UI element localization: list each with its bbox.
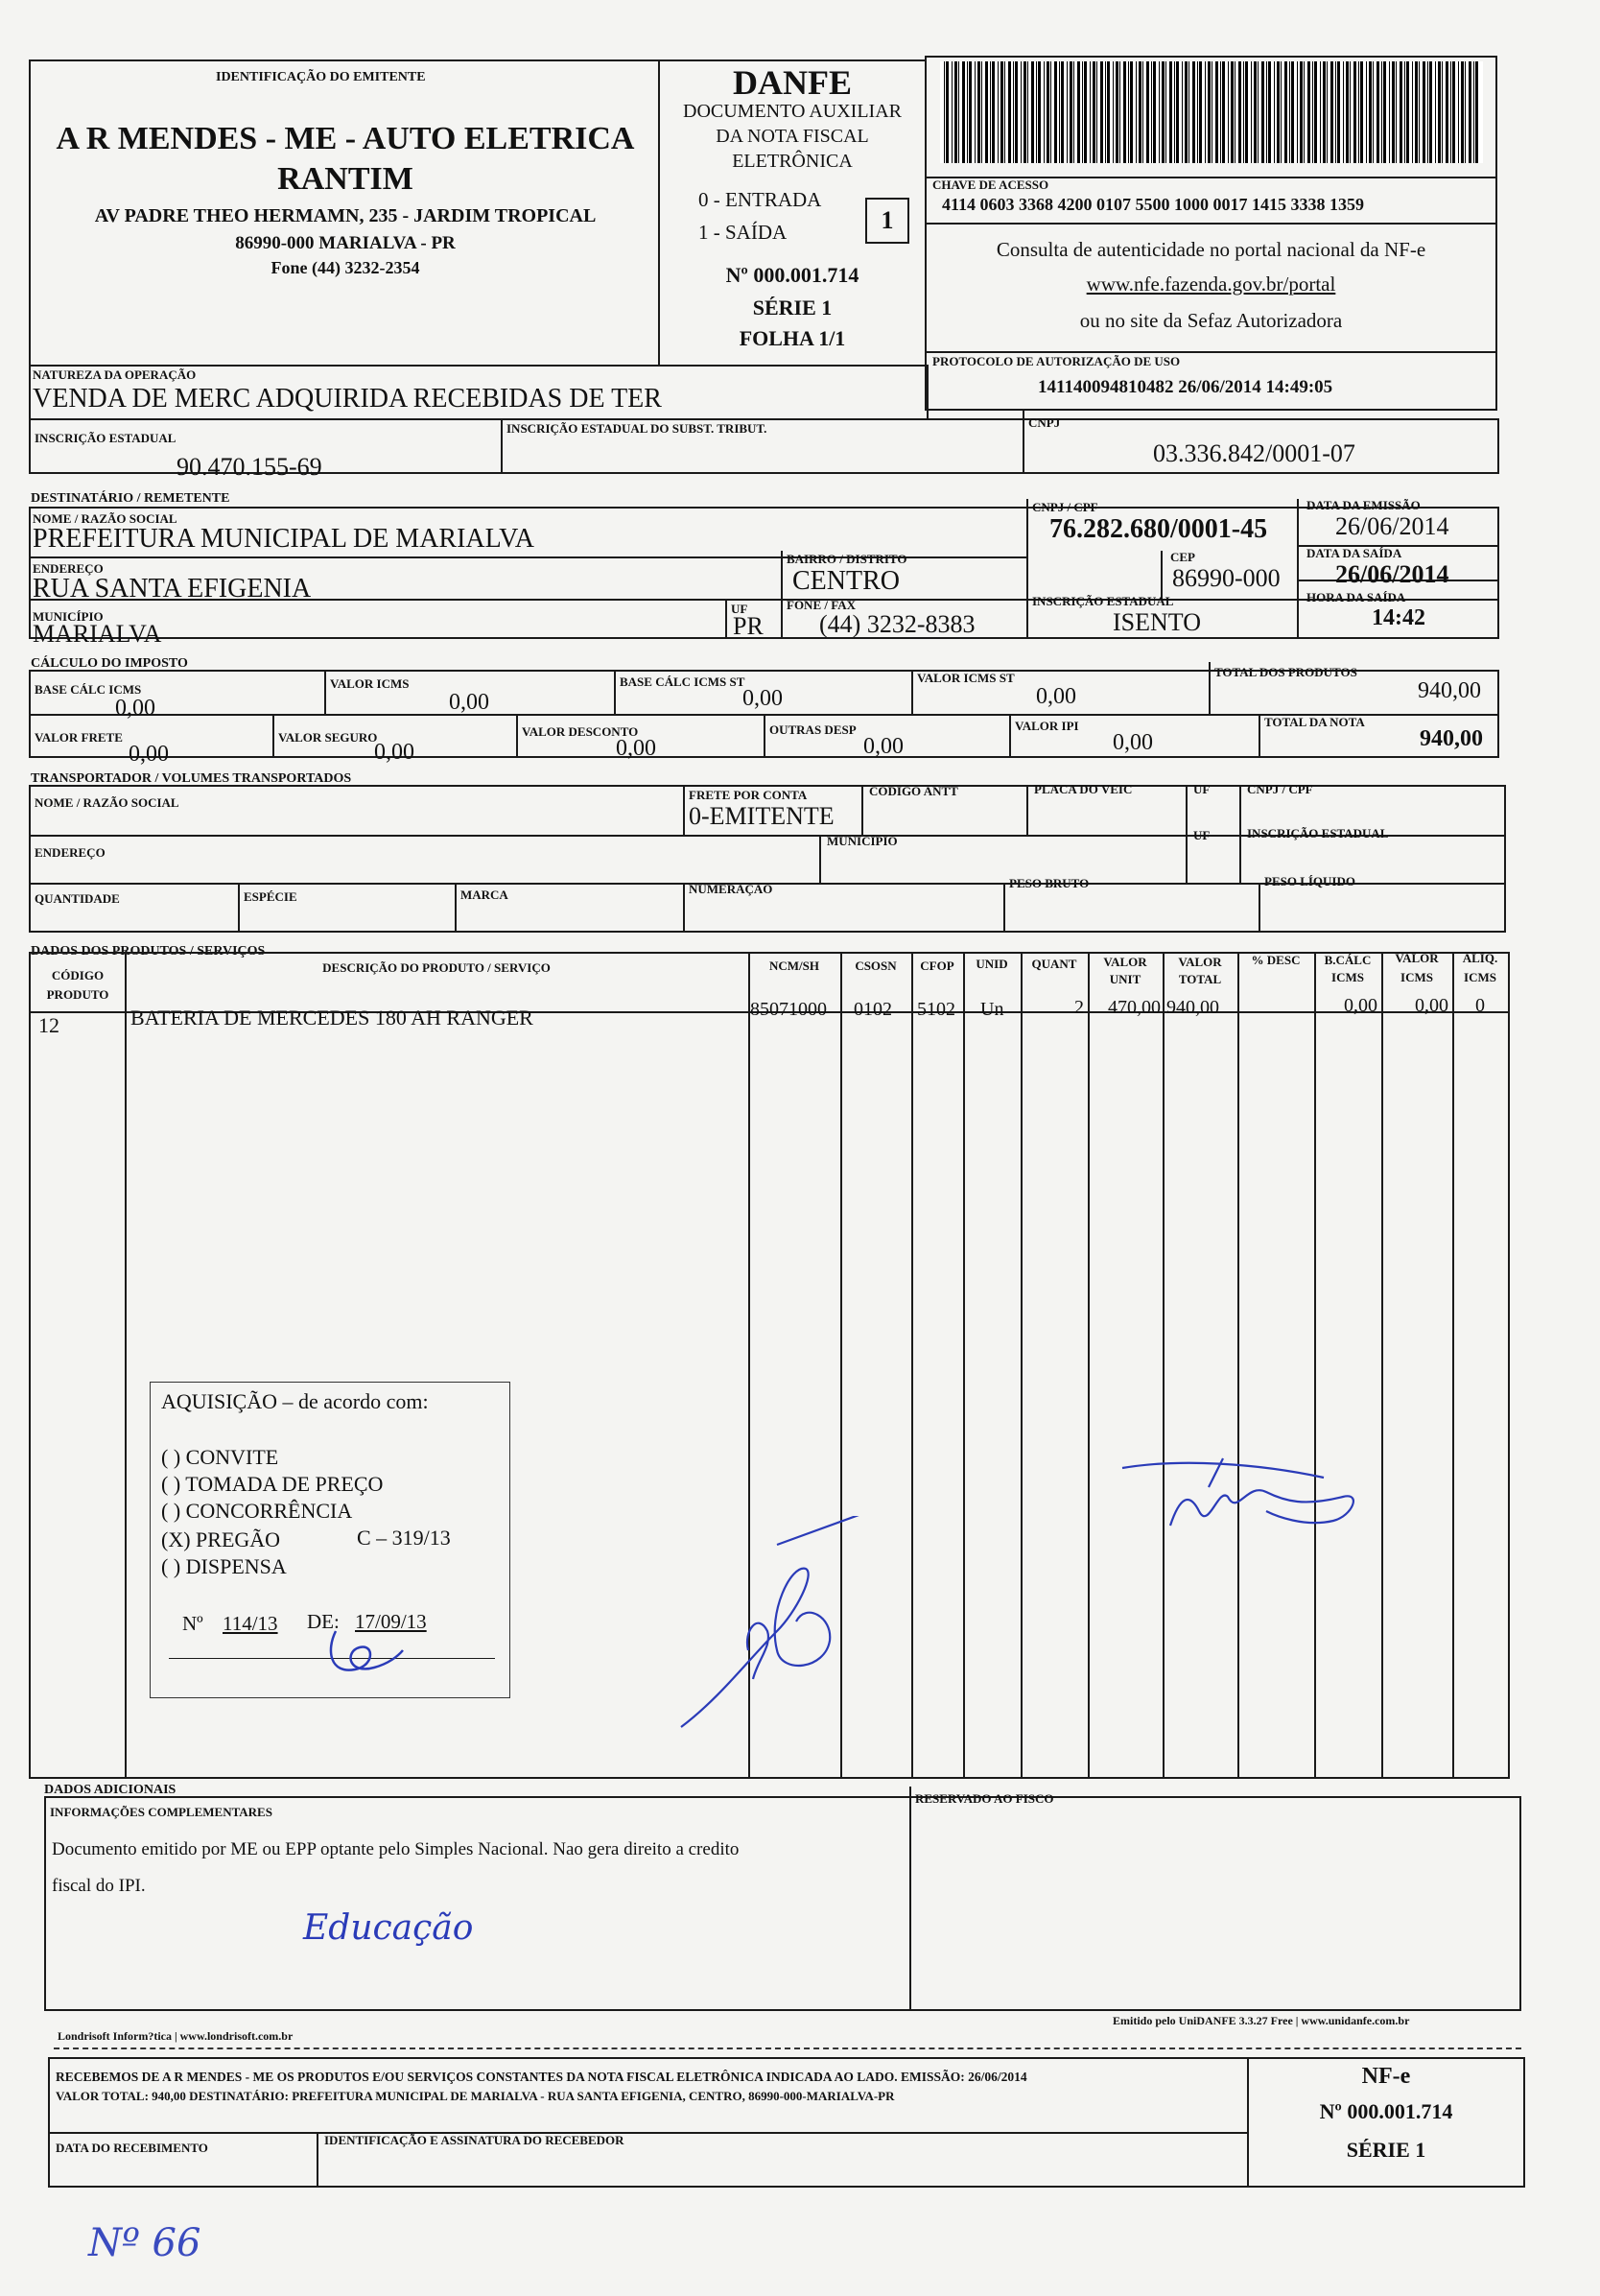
dest-uf: PR [733, 612, 764, 640]
col-vicms-2: ICMS [1400, 970, 1433, 984]
row-ncm: 85071000 [750, 999, 827, 1020]
dest-saida: 26/06/2014 [1335, 560, 1449, 588]
ie-value: 90.470.155-69 [176, 453, 322, 481]
stamp-opt4: (X) PREGÃO [161, 1527, 281, 1551]
chave-value: 4114 0603 3368 4200 0107 5500 1000 0017 1415 3338 1359 [942, 195, 1365, 214]
col-vtotal-1: VALOR [1178, 955, 1222, 969]
transp-endereco-label: ENDEREÇO [35, 845, 106, 860]
col-bcalc-2: ICMS [1331, 970, 1364, 984]
transp-municipio-label: MUNICÍPIO [827, 834, 898, 848]
transp-peso-bruto-label: PESO BRUTO [1009, 876, 1090, 890]
canhoto-nfe: NF-e [1361, 2064, 1411, 2089]
total-prod-label: TOTAL DOS PRODUTOS [1214, 665, 1357, 679]
v-icms: 0,00 [449, 690, 489, 715]
frete-label: VALOR FRETE [35, 730, 123, 745]
transp-frete-label: FRETE POR CONTA [689, 788, 808, 802]
protocolo-label: PROTOCOLO DE AUTORIZAÇÃO DE USO [932, 354, 1181, 368]
col-aliq-2: ICMS [1464, 970, 1496, 984]
stamp-de: 17/09/13 [355, 1610, 427, 1633]
dest-hora: 14:42 [1372, 605, 1425, 630]
bc-st: 0,00 [742, 686, 783, 711]
total-nota: 940,00 [1420, 726, 1483, 751]
canhoto-text-1: RECEBEMOS DE A R MENDES - ME OS PRODUTOS E/OU SERVIÇOS CONSTANTES DA NOTA FISCAL ELETRÔNICA INDICADA AO LADO. EMISSÃO: 26/06/2014 [56, 2070, 1027, 2084]
dest-cep: 86990-000 [1172, 564, 1281, 592]
emitente-name-line1: A R MENDES - ME - AUTO ELETRICA [56, 121, 635, 156]
dest-emissao: 26/06/2014 [1335, 512, 1449, 540]
stamp-num: 114/13 [223, 1612, 278, 1635]
col-codigo-2: PRODUTO [46, 987, 109, 1002]
canhoto-numero: Nº 000.001.714 [1319, 2099, 1453, 2123]
row-vtotal: 940,00 [1166, 997, 1219, 1018]
info-complementares-label: INFORMAÇÕES COMPLEMENTARES [50, 1805, 272, 1819]
cnpj-emitente-value: 03.336.842/0001-07 [1153, 439, 1355, 467]
transp-antt-label: CÓDIGO ANTT [869, 784, 958, 798]
stamp-opt1: ( ) CONVITE [161, 1445, 279, 1469]
col-vunit-1: VALOR [1103, 955, 1147, 969]
stamp-opt3: ( ) CONCORRÊNCIA [161, 1499, 353, 1523]
danfe-tipo-box: 1 [865, 198, 909, 244]
stamp-de-label: DE: [307, 1610, 340, 1633]
v-st-label: VALOR ICMS ST [917, 671, 1015, 685]
signature-scribble-right [1113, 1439, 1420, 1554]
adicionais-section-label: DADOS ADICIONAIS [44, 1783, 176, 1797]
destinatario-section-label: DESTINATÁRIO / REMETENTE [31, 491, 230, 506]
outras: 0,00 [863, 734, 904, 759]
dest-nome-label: NOME / RAZÃO SOCIAL [33, 511, 177, 526]
row-vicms: 0,00 [1415, 995, 1448, 1016]
total-nota-label: TOTAL DA NOTA [1264, 715, 1365, 729]
col-ncm: NCM/SH [769, 959, 819, 973]
row-bcalc: 0,00 [1344, 995, 1377, 1016]
transp-frete: 0-EMITENTE [689, 802, 835, 830]
handwritten-educacao: Educação [303, 1908, 474, 1948]
row-aliq: 0 [1475, 995, 1485, 1016]
col-desc: % DESC [1251, 953, 1301, 967]
chave-consulta2: ou no site da Sefaz Autorizadora [1079, 309, 1343, 332]
cut-line [54, 2047, 1521, 2049]
row-csosn: 0102 [854, 999, 892, 1020]
reservado-fisco-label: RESERVADO AO FISCO [915, 1791, 1054, 1806]
danfe-sub1: DOCUMENTO AUXILIAR [683, 101, 902, 122]
dest-endereco: RUA SANTA EFIGENIA [33, 574, 312, 604]
transp-marca-label: MARCA [460, 888, 508, 902]
bc-icms-label: BASE CÁLC ICMS [35, 682, 142, 697]
dest-municipio: MARIALVA [33, 620, 162, 648]
ipi-label: VALOR IPI [1015, 719, 1079, 733]
row-vunit: 470,00 [1108, 997, 1161, 1018]
row-descricao: BATERIA DE MERCEDES 180 AH RANGER [130, 1006, 533, 1030]
ie-label: INSCRIÇÃO ESTADUAL [35, 431, 176, 445]
dest-endereco-label: ENDEREÇO [33, 561, 104, 576]
dest-hora-label: HORA DA SAÍDA [1306, 590, 1406, 604]
canhoto-ident-label: IDENTIFICAÇÃO E ASSINATURA DO RECEBEDOR [324, 2133, 624, 2147]
row-codigo: 12 [38, 1013, 59, 1037]
desconto: 0,00 [616, 736, 656, 761]
adicionais-box [44, 1796, 1521, 2011]
transp-peso-liquido-label: PESO LÍQUIDO [1264, 874, 1355, 888]
danfe-folha: FOLHA 1/1 [739, 326, 846, 350]
danfe-sub2: DA NOTA FISCAL [716, 126, 869, 147]
cnpj-emitente-label: CNPJ [1028, 415, 1061, 430]
stamp-title: AQUISIÇÃO – de acordo com: [161, 1389, 429, 1413]
transp-uf-label: UF [1193, 782, 1211, 796]
col-descricao: DESCRIÇÃO DO PRODUTO / SERVIÇO [322, 960, 551, 975]
bc-icms: 0,00 [115, 696, 155, 721]
col-bcalc-1: B.CÁLC [1324, 953, 1372, 967]
outras-label: OUTRAS DESP [769, 722, 857, 737]
row-quant: 2 [1074, 997, 1084, 1018]
danfe-numero: Nº 000.001.714 [725, 263, 859, 287]
danfe-serie: SÉRIE 1 [752, 296, 833, 320]
emitente-phone: Fone (44) 3232-2354 [271, 258, 420, 277]
dest-ie-label: INSCRIÇÃO ESTADUAL [1032, 594, 1174, 608]
row-unid: Un [980, 999, 1004, 1020]
transp-ie-label: INSCRIÇÃO ESTADUAL [1247, 826, 1389, 840]
emitente-section-label: IDENTIFICAÇÃO DO EMITENTE [216, 70, 426, 84]
dest-fone-label: FONE / FAX [787, 598, 856, 612]
transportador-section-label: TRANSPORTADOR / VOLUMES TRANSPORTADOS [31, 771, 352, 786]
danfe-saida: 1 - SAÍDA [698, 221, 788, 244]
v-st: 0,00 [1036, 684, 1076, 709]
stamp-opt5: ( ) DISPENSA [161, 1554, 287, 1578]
col-vunit-2: UNIT [1109, 972, 1141, 986]
danfe-entrada: 0 - ENTRADA [698, 188, 822, 211]
dest-emissao-label: DATA DA EMISSÃO [1306, 498, 1421, 512]
dest-bairro: CENTRO [792, 566, 900, 596]
dest-municipio-label: MUNICÍPIO [33, 609, 104, 624]
transp-cnpj-label: CNPJ / CPF [1247, 782, 1313, 796]
transp-nome-label: NOME / RAZÃO SOCIAL [35, 795, 179, 810]
stamp-opt2: ( ) TOMADA DE PREÇO [161, 1472, 384, 1496]
ipi: 0,00 [1113, 730, 1153, 755]
canhoto-text-2: VALOR TOTAL: 940,00 DESTINATÁRIO: PREFEITURA MUNICIPAL DE MARIALVA - RUA SANTA EFIGENIA, CENTRO, 86990-000-MARIALVA-PR [56, 2089, 895, 2103]
initials-signature [307, 1621, 412, 1689]
transp-uf2-label: UF [1193, 828, 1211, 842]
footer-right: Emitido pelo UniDANFE 3.3.27 Free | www.unidanfe.com.br [1113, 2014, 1410, 2027]
col-unid: UNID [976, 957, 1008, 971]
info-text-1: Documento emitido por ME ou EPP optante pelo Simples Nacional. Nao gera direito a credito [52, 1839, 740, 1859]
dest-cnpj: 76.282.680/0001-45 [1049, 514, 1268, 544]
desconto-label: VALOR DESCONTO [522, 724, 639, 739]
canhoto-data-label: DATA DO RECEBIMENTO [56, 2141, 208, 2155]
dest-ie: ISENTO [1113, 608, 1201, 636]
protocolo-value: 141140094810482 26/06/2014 14:49:05 [1038, 377, 1333, 397]
natureza-label: NATUREZA DA OPERAÇÃO [33, 367, 197, 382]
dest-saida-label: DATA DA SAÍDA [1306, 546, 1402, 560]
signature-scribble-left [662, 1516, 892, 1746]
canhoto-serie: SÉRIE 1 [1346, 2138, 1426, 2162]
transp-placa-label: PLACA DO VEIC [1034, 782, 1133, 796]
col-aliq-1: ALÍQ. [1462, 951, 1498, 965]
stamp-opt4-ref: C – 319/13 [357, 1526, 451, 1550]
stamp-num-label: Nº [182, 1612, 203, 1635]
footer-left: Londrisoft Inform?tica | www.londrisoft.com.br [58, 2029, 294, 2043]
dest-nome: PREFEITURA MUNICIPAL DE MARIALVA [33, 524, 535, 554]
emitente-name-line2: RANTIM [277, 161, 413, 197]
dest-cnpj-label: CNPJ / CPF [1032, 500, 1098, 514]
dest-bairro-label: BAIRRO / DISTRITO [787, 552, 907, 566]
dest-uf-label: UF [731, 602, 748, 616]
chave-consulta1: Consulta de autenticidade no portal nacional da NF-e [996, 238, 1426, 261]
total-prod: 940,00 [1418, 678, 1481, 703]
v-icms-label: VALOR ICMS [330, 676, 410, 691]
iest-label: INSCRIÇÃO ESTADUAL DO SUBST. TRIBUT. [506, 421, 767, 436]
chave-portal-link[interactable]: www.nfe.fazenda.gov.br/portal [1086, 272, 1336, 296]
transp-numeracao-label: NUMERAÇÃO [689, 882, 773, 896]
produtos-section-label: DADOS DOS PRODUTOS / SERVIÇOS [31, 944, 266, 959]
row-cfop: 5102 [917, 999, 955, 1020]
seguro: 0,00 [374, 740, 414, 765]
dest-cep-label: CEP [1170, 550, 1195, 564]
danfe-sub3: ELETRÔNICA [732, 151, 853, 172]
handwritten-page-note: Nº 66 [88, 2221, 201, 2265]
col-vicms-1: VALOR [1395, 951, 1439, 965]
frete: 0,00 [129, 742, 169, 767]
col-quant: QUANT [1031, 957, 1077, 971]
transp-especie-label: ESPÉCIE [244, 889, 297, 904]
dest-fone: (44) 3232-8383 [819, 610, 976, 638]
col-vtotal-2: TOTAL [1178, 972, 1222, 986]
transp-quantidade-label: QUANTIDADE [35, 891, 120, 906]
col-codigo-1: CÓDIGO [51, 968, 105, 982]
imposto-section-label: CÁLCULO DO IMPOSTO [31, 656, 188, 671]
natureza-value: VENDA DE MERC ADQUIRIDA RECEBIDAS DE TER [33, 384, 662, 414]
emitente-city: 86990-000 MARIALVA - PR [235, 233, 456, 253]
col-csosn: CSOSN [855, 959, 897, 973]
seguro-label: VALOR SEGURO [278, 730, 378, 745]
danfe-title: DANFE [733, 63, 852, 102]
barcode-image [940, 61, 1483, 163]
emitente-address: AV PADRE THEO HERMAMN, 235 - JARDIM TROPICAL [94, 205, 597, 226]
col-cfop: CFOP [920, 959, 954, 973]
bc-st-label: BASE CÁLC ICMS ST [620, 675, 745, 689]
chave-label: CHAVE DE ACESSO [932, 178, 1049, 192]
info-text-2: fiscal do IPI. [52, 1876, 146, 1896]
